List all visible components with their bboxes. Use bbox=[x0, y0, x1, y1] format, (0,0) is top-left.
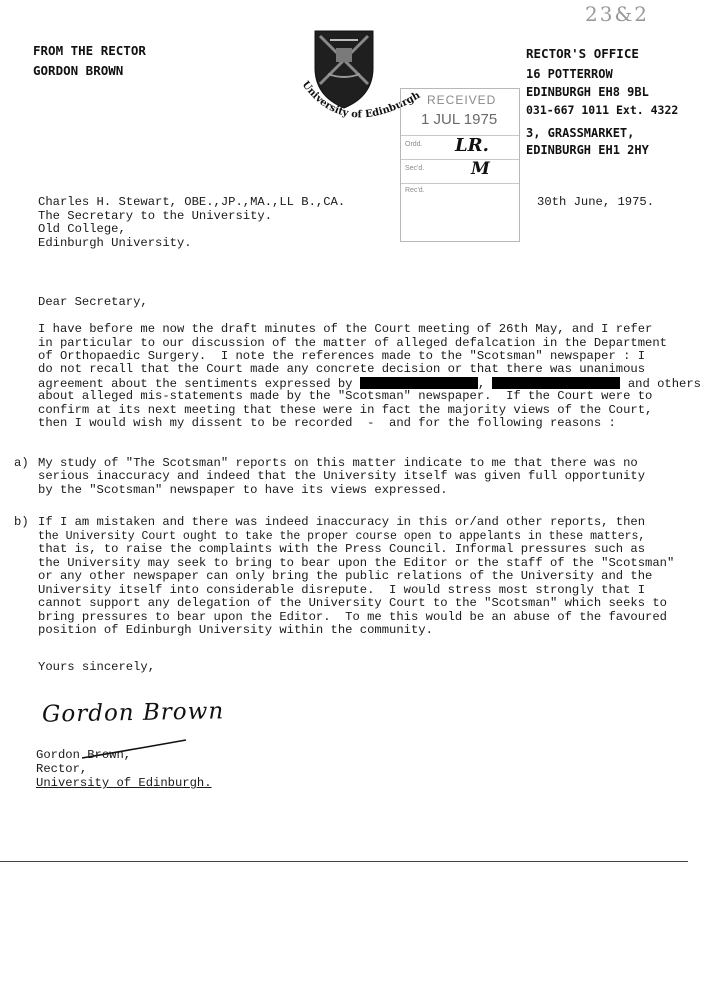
recipient-line-3: Old College, bbox=[38, 222, 126, 236]
sender-line-1: FROM THE RECTOR bbox=[33, 43, 146, 58]
point-b-line-4: the University may seek to bring to bear upon the Editor or the staff of the "Scotsman" bbox=[38, 556, 675, 570]
stamp-label: RECEIVED bbox=[427, 93, 497, 107]
office-line-4: 031-667 1011 Ext. 4322 bbox=[526, 103, 679, 117]
letter-date: 30th June, 1975. bbox=[537, 195, 655, 209]
redaction-box-2 bbox=[492, 377, 620, 389]
salutation: Dear Secretary, bbox=[38, 295, 148, 309]
stamp-row-3-label: Rec'd. bbox=[405, 187, 425, 194]
received-stamp bbox=[400, 88, 520, 242]
point-a-line-3: by the "Scotsman" newspaper to have its views expressed. bbox=[38, 483, 448, 497]
paragraph-1-line-2: in particular to our discussion of the matter of alleged defalcation in the Department bbox=[38, 336, 667, 350]
office-line-3: EDINBURGH EH8 9BL bbox=[526, 85, 649, 99]
point-b-line-8: bring pressures to bear upon the Editor. To me this would be an abuse of the favoured bbox=[38, 610, 667, 624]
line-5-comma: , bbox=[477, 377, 486, 391]
stamp-row-1-label: Ordd. bbox=[405, 141, 423, 148]
recipient-line-2: The Secretary to the University. bbox=[38, 209, 273, 223]
paragraph-1-line-4: do not recall that the Court made any concrete decision or that there was unanimous bbox=[38, 362, 646, 376]
point-b-line-1: If I am mistaken and there was indeed inaccuracy in this or/and other reports, then bbox=[38, 515, 646, 529]
office-line-2: 16 POTTERROW bbox=[526, 67, 613, 81]
redaction-box-1 bbox=[360, 377, 478, 389]
crest-caption: University of Edinburgh bbox=[300, 79, 423, 121]
stamp-row-2-initials: M bbox=[471, 159, 490, 179]
page-divider bbox=[0, 861, 688, 862]
recipient-line-4: Edinburgh University. bbox=[38, 236, 192, 250]
point-a-line-2: serious inaccuracy and indeed that the University itself was given full opportunity bbox=[38, 469, 646, 483]
point-b-line-2: the University Court ought to take the proper course open to appelants in these matters, bbox=[38, 530, 646, 543]
point-b-line-7: cannot support any delegation of the University Court to the "Scotsman" which seeks to bbox=[38, 596, 667, 610]
paragraph-1-line-6: about alleged mis-statements made by the "Scotsman" newspaper. If the Court were to bbox=[38, 389, 653, 403]
point-b-line-6: University itself into considerable disrepute. I would stress most strongly that I bbox=[38, 583, 646, 597]
office-line-1: RECTOR'S OFFICE bbox=[526, 46, 639, 61]
point-b-line-3: that is, to raise the complaints with the Press Council. Informal pressures such as bbox=[38, 542, 646, 556]
signer-institution: University of Edinburgh. bbox=[36, 776, 212, 790]
signer-title: Rector, bbox=[36, 762, 88, 776]
point-a-marker: a) bbox=[14, 456, 29, 470]
handwritten-signature: Gordon Brown bbox=[41, 698, 225, 728]
point-b-marker: b) bbox=[14, 515, 29, 529]
page-number-mark: 23&2 bbox=[585, 2, 649, 26]
office-line-6: EDINBURGH EH1 2HY bbox=[526, 143, 649, 157]
stamp-row-2-label: Sec'd. bbox=[405, 165, 425, 172]
point-b-line-9: position of Edinburgh University within the community. bbox=[38, 623, 433, 637]
recipient-line-1: Charles H. Stewart, OBE.,JP.,MA.,LL B.,CA. bbox=[38, 195, 346, 209]
office-line-5: 3, GRASSMARKET, bbox=[526, 126, 635, 140]
signer-name: Gordon Brown, bbox=[36, 748, 132, 762]
paragraph-1-line-8: then I would wish my dissent to be recorded - and for the following reasons : bbox=[38, 416, 616, 430]
line-5-text-c: and others bbox=[627, 377, 701, 391]
sender-line-2: GORDON BROWN bbox=[33, 63, 124, 78]
stamp-row-1-initials: LR. bbox=[455, 135, 489, 156]
line-5-text-a: agreement about the sentiments expressed by bbox=[38, 377, 353, 391]
point-a-line-1: My study of "The Scotsman" reports on this matter indicate to me that there was no bbox=[38, 456, 638, 470]
paragraph-1-line-1: I have before me now the draft minutes of the Court meeting of 26th May, and I refer bbox=[38, 322, 653, 336]
stamp-date: 1 JUL 1975 bbox=[421, 111, 498, 128]
closing: Yours sincerely, bbox=[38, 660, 156, 674]
paragraph-1-line-3: of Orthopaedic Surgery. I note the references made to the "Scotsman" newspaper : I bbox=[38, 349, 646, 363]
point-b-line-5: or any other newspaper can only bring the public relations of the University and the bbox=[38, 569, 653, 583]
paragraph-1-line-7: confirm at its next meeting that these were in fact the majority views of the Court, bbox=[38, 403, 653, 417]
